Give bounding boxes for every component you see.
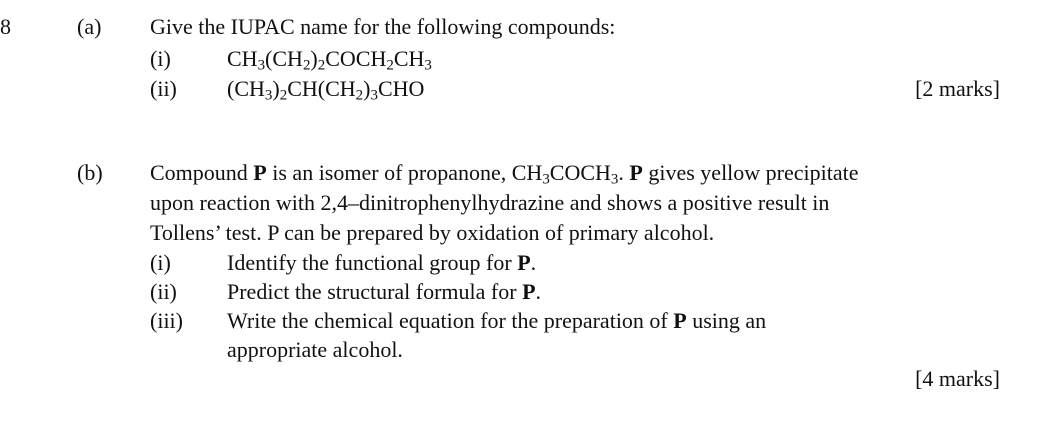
part-b-label: (b) xyxy=(77,160,103,185)
part-b-item-ii-label: (ii) xyxy=(150,279,177,304)
part-a-prompt: Give the IUPAC name for the following compounds: xyxy=(150,14,616,39)
part-a-marks: [2 marks] xyxy=(915,76,1000,101)
part-b-line-1: Compound P is an isomer of propanone, $CH_3COCH_3$. P gives yellow precipitate xyxy=(150,160,859,188)
part-b-item-iii-label: (iii) xyxy=(150,308,183,333)
part-b-item-ii-text: Predict the structural formula for P. xyxy=(227,279,542,304)
part-a-item-ii-formula: $(CH_3)_2CH(CH_2)_3CHO$ xyxy=(227,76,425,104)
part-a-item-ii-label: (ii) xyxy=(150,76,177,101)
part-b-item-i-text: Identify the functional group for P. xyxy=(227,250,537,275)
part-b-line-2: upon reaction with 2,4–dinitrophenylhydrazine and shows a positive result in xyxy=(150,190,830,215)
part-b-marks: [4 marks] xyxy=(915,366,1000,391)
part-a-item-i-label: (i) xyxy=(150,46,171,71)
part-b-item-i-label: (i) xyxy=(150,250,171,275)
part-b-line-3: Tollens’ test. P can be prepared by oxidation of primary alcohol. xyxy=(150,220,715,245)
part-a-label: (a) xyxy=(77,14,102,39)
question-number: 8 xyxy=(0,14,11,39)
part-b-item-iii-text-cont: appropriate alcohol. xyxy=(227,337,403,362)
part-b-item-iii-text: Write the chemical equation for the preparation of P using an xyxy=(227,308,767,333)
part-a-item-i-formula: $CH_3(CH_2)_2COCH_2CH_3$ xyxy=(227,46,432,74)
